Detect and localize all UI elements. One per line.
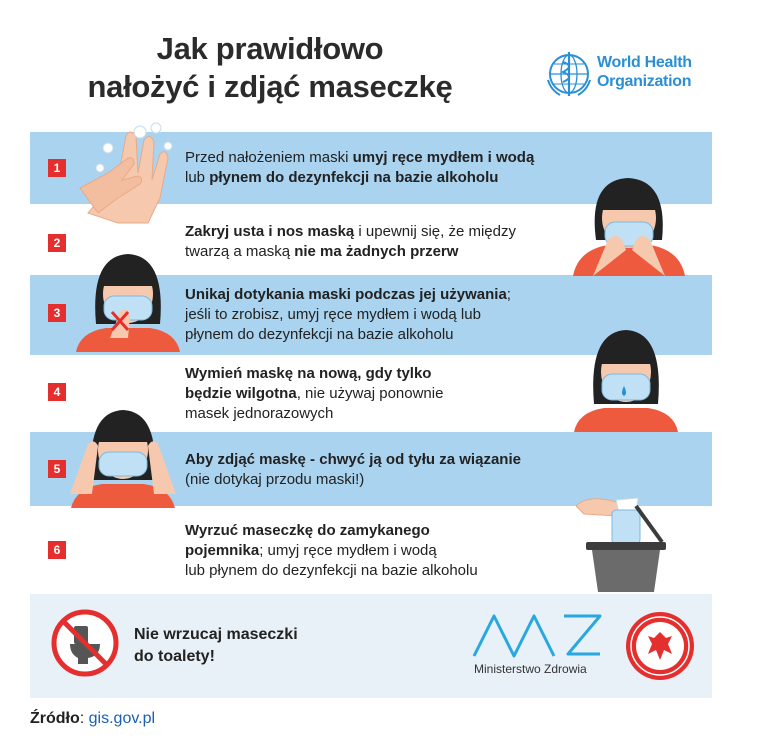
wet-mask-illustration [574,324,678,432]
step-text-3: Unikaj dotykania maski podczas jej używania; jeśli to zrobisz, umyj ręce mydłem i wodą lub płynem do dezynfekcji na bazie alkoholu [185,286,511,343]
step-badge-2: 2 [48,234,66,252]
step-text-4: Wymień maskę na nową, gdy tylko będzie wilgotna, nie używaj ponownie masek jednorazowych [185,365,444,422]
source-link[interactable]: gis.gov.pl [88,710,156,727]
step-badge-4: 4 [48,383,66,401]
no-toilet-icon [50,608,120,678]
page-title [60,30,480,106]
put-on-mask-illustration [568,170,690,276]
toilet-warning-text: Nie wrzucaj maseczki do toalety! [134,626,298,665]
warning-panel [30,594,712,698]
step-badge-3: 3 [48,304,66,322]
step-text-2: Zakryj usta i nos maską i upewnij się, że między twarzą a maską nie ma żadnych przerw [185,223,516,260]
washing-hands-illustration [78,118,178,226]
step-text-5: Aby zdjąć maskę - chwyć ją od tyłu za wiązanie (nie dotykaj przodu maski!) [185,451,521,488]
title-line-2: nałożyć i zdjąć maseczkę [87,69,453,104]
source-label: Źródło [30,710,80,727]
step-badge-5: 5 [48,460,66,478]
title-line-1: Jak prawidłowo [156,31,384,66]
step-badge-6: 6 [48,541,66,559]
sanitary-inspection-seal-icon [624,610,696,682]
trash-bin-illustration [576,494,670,594]
remove-mask-illustration [66,404,180,508]
who-emblem-icon [545,50,593,98]
step-badge-1: 1 [48,159,66,177]
who-wordmark: World Health Organization [597,54,692,90]
ministry-logo-icon [472,612,602,658]
do-not-touch-mask-illustration [76,248,180,352]
step-text-1: Przed nałożeniem maski umyj ręce mydłem i wodą lub płynem do dezynfekcji na bazie alkoholu [185,149,535,186]
step-text-6: Wyrzuć maseczkę do zamykanego pojemnika; umyj ręce mydłem i wodą lub płynem do dezynfekcji na bazie alkoholu [185,522,478,579]
who-logo [545,50,715,100]
ministry-label: Ministerstwo Zdrowia [474,662,587,676]
source-line: Źródło: gis.gov.pl [30,710,156,727]
